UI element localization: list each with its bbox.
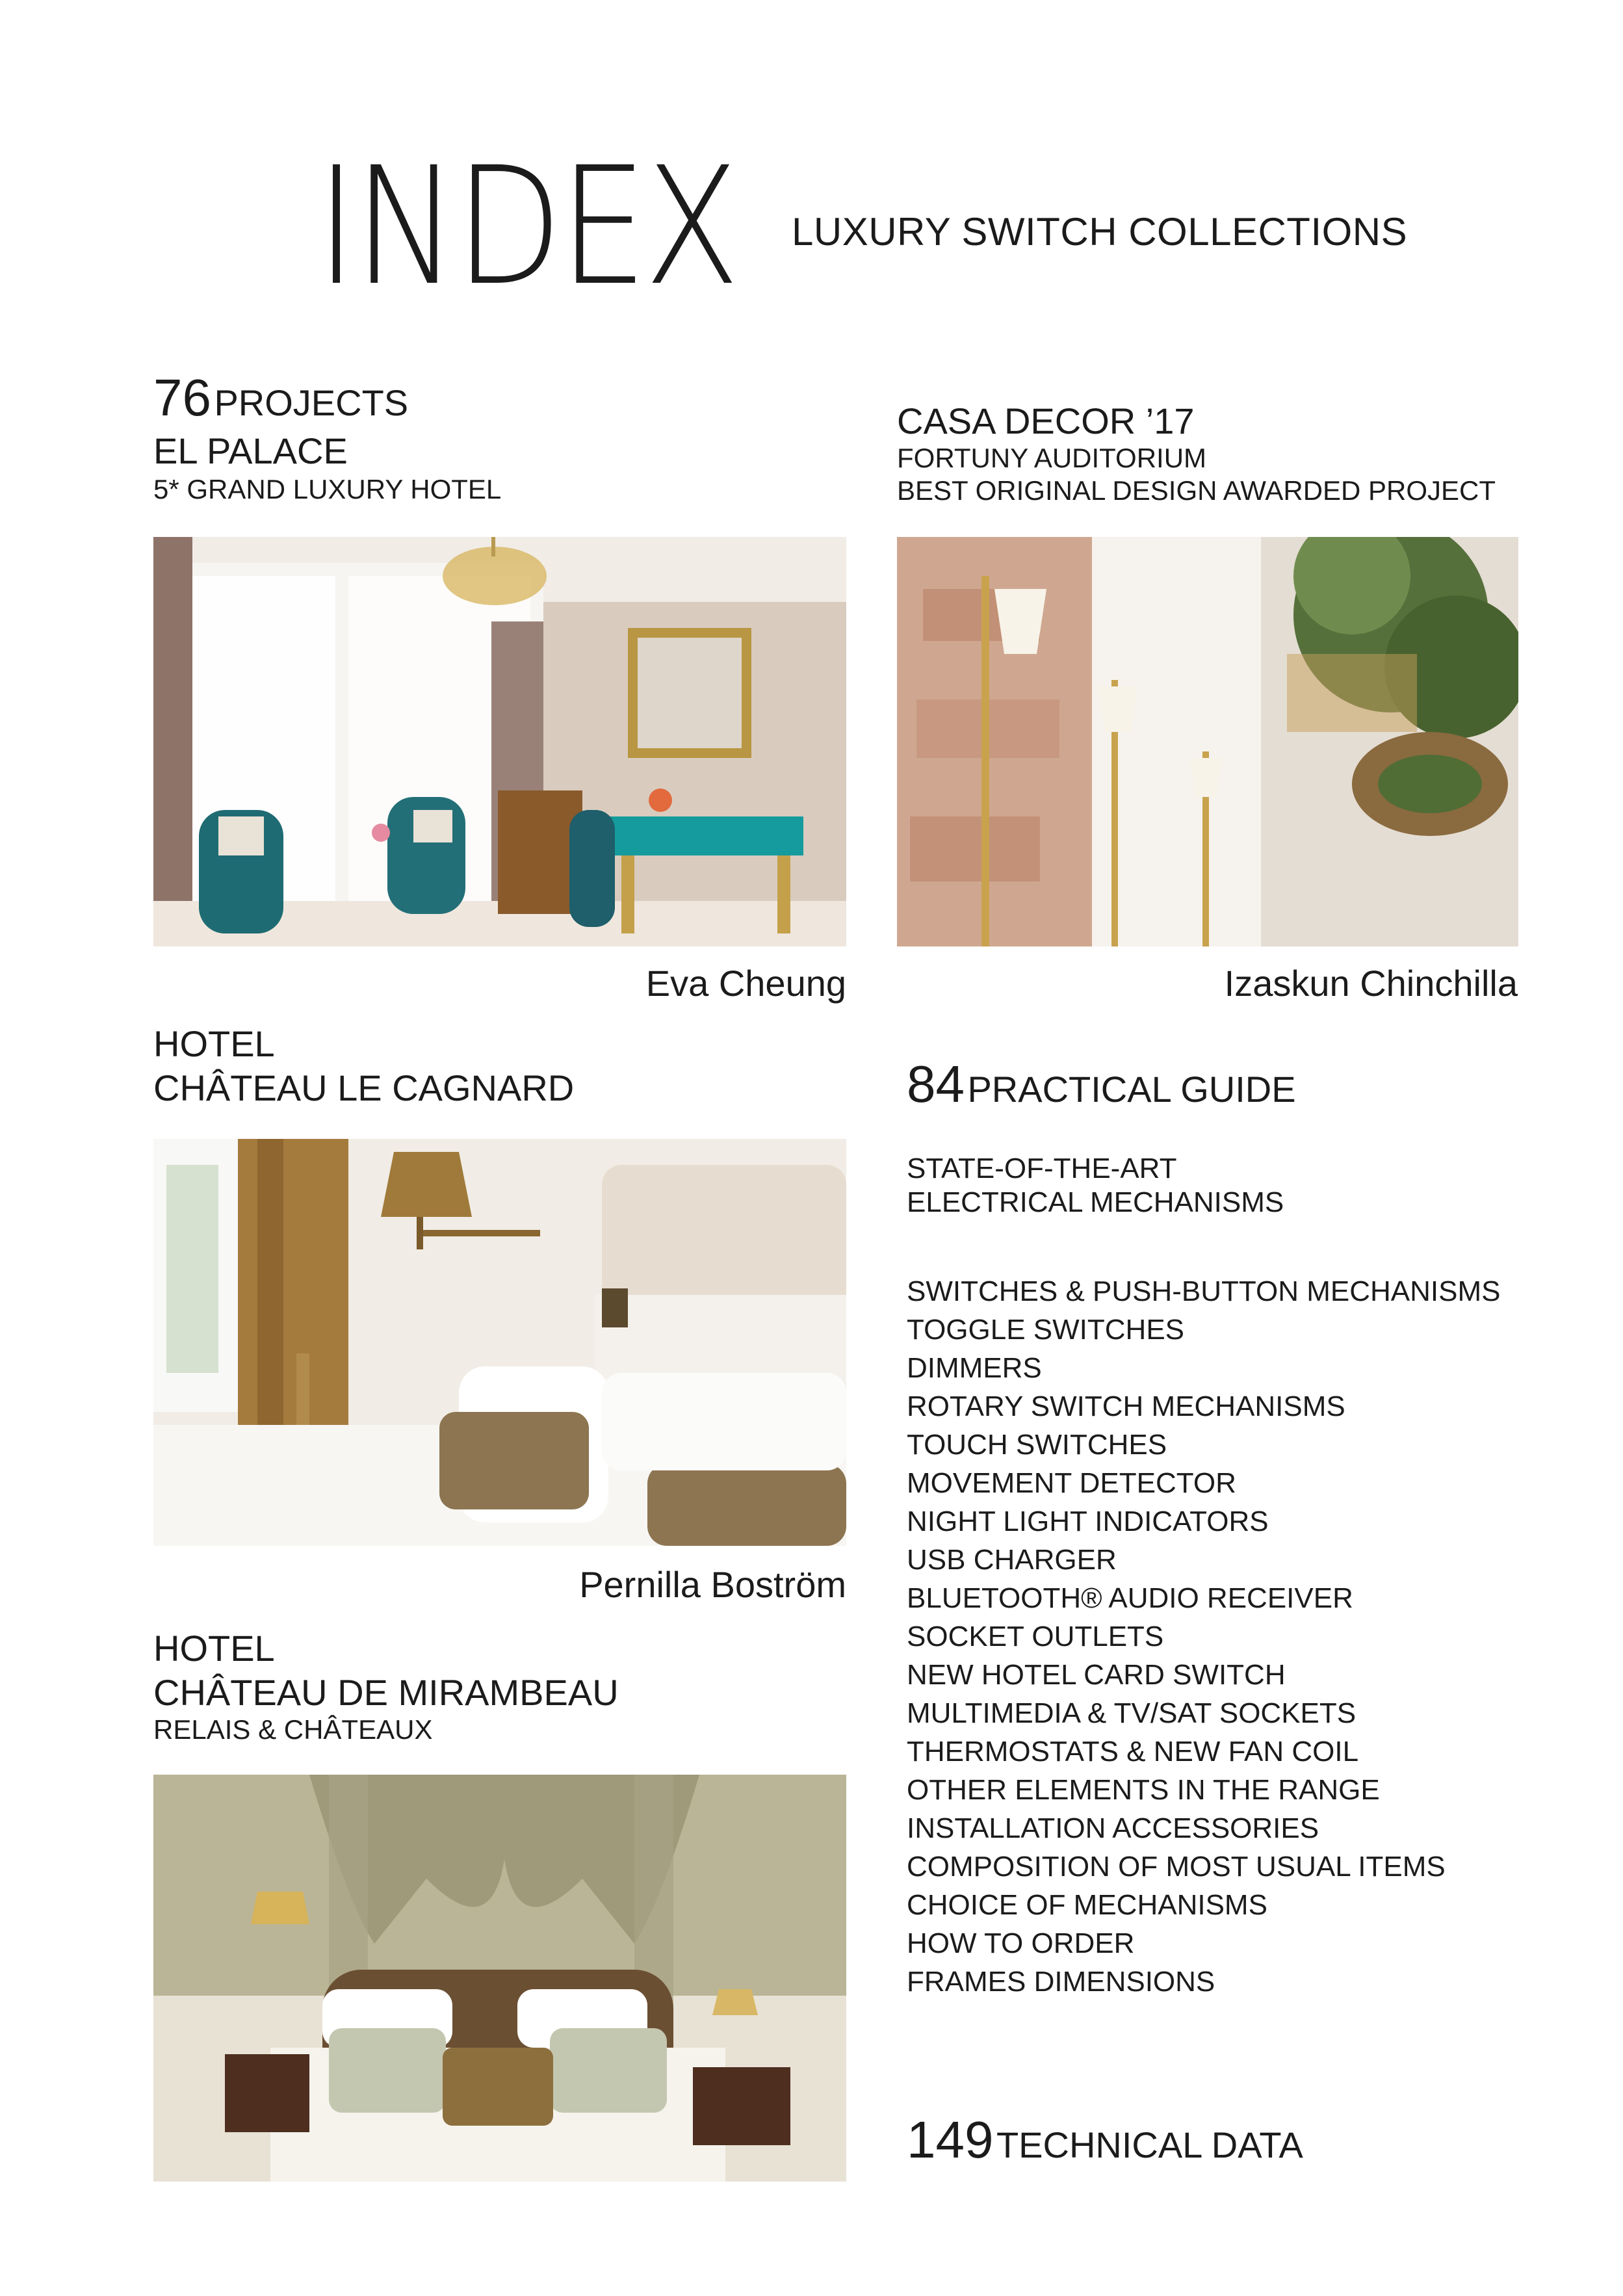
list-item[interactable]: INSTALLATION ACCESSORIES <box>907 1812 1319 1844</box>
list-item[interactable]: COMPOSITION OF MOST USUAL ITEMS <box>907 1851 1446 1883</box>
cagnard-title-line-2[interactable]: CHÂTEAU LE CAGNARD <box>153 1067 575 1108</box>
list-item[interactable]: OTHER ELEMENTS IN THE RANGE <box>907 1774 1380 1806</box>
casa-decor-detail-1: FORTUNY AUDITORIUM <box>897 443 1207 473</box>
list-item[interactable]: BLUETOOTH® AUDIO RECEIVER <box>907 1582 1353 1614</box>
practical-guide-intro-line-1: STATE-OF-THE-ART <box>907 1153 1177 1184</box>
list-item[interactable]: ROTARY SWITCH MECHANISMS <box>907 1390 1345 1422</box>
list-item[interactable]: MULTIMEDIA & TV/SAT SOCKETS <box>907 1697 1357 1729</box>
list-item[interactable]: THERMOSTATS & NEW FAN COIL <box>907 1736 1359 1768</box>
page-subtitle: LUXURY SWITCH COLLECTIONS <box>792 210 1408 254</box>
el-palace-title[interactable]: EL PALACE <box>153 430 348 471</box>
mirambeau-photo <box>153 1775 846 2182</box>
list-item[interactable]: SOCKET OUTLETS <box>907 1621 1164 1652</box>
cagnard-credit: Pernilla Boström <box>579 1564 846 1605</box>
mirambeau-title-line-1[interactable]: HOTEL <box>153 1628 275 1669</box>
projects-label: PROJECTS <box>214 382 409 423</box>
casa-decor-photo <box>897 537 1518 946</box>
cagnard-photo <box>153 1139 846 1546</box>
list-item[interactable]: TOUCH SWITCHES <box>907 1429 1167 1461</box>
el-palace-photo <box>153 537 846 946</box>
cagnard-title-line-1[interactable]: HOTEL <box>153 1023 275 1064</box>
mirambeau-detail: RELAIS & CHÂTEAUX <box>153 1714 433 1745</box>
projects-page-number: 76 <box>153 369 211 426</box>
list-item[interactable]: DIMMERS <box>907 1352 1042 1384</box>
list-item[interactable]: HOW TO ORDER <box>907 1927 1135 1959</box>
casa-decor-detail-2: BEST ORIGINAL DESIGN AWARDED PROJECT <box>897 475 1496 506</box>
projects-heading[interactable] <box>153 368 408 428</box>
practical-guide-heading[interactable] <box>907 1054 1296 1114</box>
list-item[interactable]: CHOICE OF MECHANISMS <box>907 1889 1267 1921</box>
el-palace-detail: 5* GRAND LUXURY HOTEL <box>153 474 502 504</box>
list-item[interactable]: NIGHT LIGHT INDICATORS <box>907 1506 1269 1537</box>
list-item[interactable]: SWITCHES & PUSH-BUTTON MECHANISMS <box>907 1275 1501 1307</box>
technical-data-heading[interactable] <box>907 2110 1303 2170</box>
technical-data-page-number: 149 <box>907 2111 994 2169</box>
mirambeau-title-line-2[interactable]: CHÂTEAU DE MIRAMBEAU <box>153 1672 619 1713</box>
list-item[interactable]: MOVEMENT DETECTOR <box>907 1467 1236 1499</box>
list-item[interactable]: NEW HOTEL CARD SWITCH <box>907 1659 1286 1691</box>
practical-guide-label: PRACTICAL GUIDE <box>967 1069 1296 1110</box>
technical-data-label: TECHNICAL DATA <box>996 2124 1303 2165</box>
list-item[interactable]: TOGGLE SWITCHES <box>907 1314 1185 1346</box>
casa-decor-title[interactable]: CASA DECOR ’17 <box>897 400 1195 441</box>
el-palace-credit: Eva Cheung <box>645 963 846 1004</box>
list-item[interactable]: FRAMES DIMENSIONS <box>907 1966 1215 1998</box>
practical-guide-intro-line-2: ELECTRICAL MECHANISMS <box>907 1186 1284 1218</box>
practical-guide-intro <box>907 1152 1284 1220</box>
casa-decor-credit: Izaskun Chinchilla <box>1224 963 1518 1004</box>
page-title: INDEX <box>316 132 737 321</box>
practical-guide-page-number: 84 <box>907 1055 965 1113</box>
practical-guide-list <box>907 1272 1500 2001</box>
list-item[interactable]: USB CHARGER <box>907 1544 1117 1576</box>
